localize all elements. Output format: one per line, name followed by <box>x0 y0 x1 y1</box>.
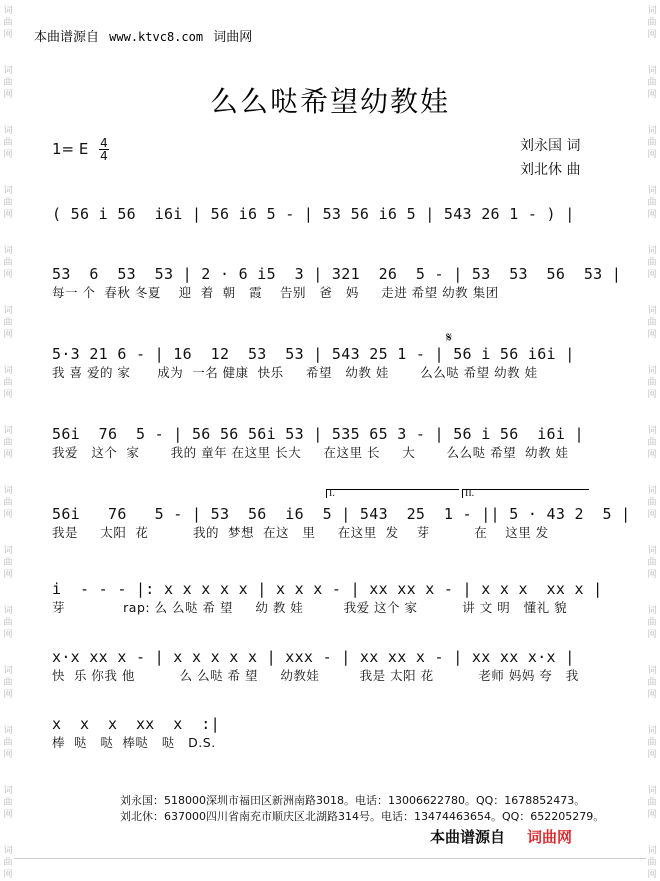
watermark-char: 词 <box>3 666 13 676</box>
lyric-line: 芽 rap: 么 么哒 希 望 幼 教 娃 我爱 这个 家 讲 文 明 懂礼 貌 <box>52 600 568 615</box>
watermark-char: 词 <box>3 246 13 256</box>
volta-first-ending <box>326 489 459 498</box>
watermark-char: 网 <box>647 270 657 280</box>
source-url[interactable]: www.ktvc8.com <box>109 30 204 44</box>
credits <box>520 134 580 182</box>
watermark-char: 词 <box>647 186 657 196</box>
watermark-char: 网 <box>3 330 13 340</box>
time-unit: 4 <box>100 149 108 163</box>
watermark-char: 词 <box>3 6 13 16</box>
watermark-char: 曲 <box>3 78 13 88</box>
watermark-char: 网 <box>3 630 13 640</box>
watermark-char: 词 <box>3 366 13 376</box>
watermark-char: 词 <box>647 426 657 436</box>
score-row <box>52 580 603 616</box>
key-signature <box>52 137 109 162</box>
watermark-char: 曲 <box>647 258 657 268</box>
watermark-char: 网 <box>3 90 13 100</box>
watermark-char: 词 <box>647 786 657 796</box>
notation-line: x x x xx x :| <box>52 715 220 733</box>
bottom-divider <box>14 858 646 859</box>
watermark-char: 曲 <box>647 558 657 568</box>
source-site: 词曲网 <box>213 30 253 45</box>
contact-composer: 刘北休：637000四川省南充市顺庆区北湖路314号。电话：13474463654。QQ：652205279。 <box>120 810 605 823</box>
watermark-char: 网 <box>3 450 13 460</box>
score-row <box>52 265 622 301</box>
score-row <box>52 505 631 541</box>
segno-sign: 𝄋 <box>446 330 453 346</box>
watermark-char: 词 <box>3 546 13 556</box>
score-row <box>52 715 592 751</box>
watermark-char: 网 <box>647 510 657 520</box>
watermark-char: 词 <box>3 306 13 316</box>
watermark-char: 网 <box>3 210 13 220</box>
watermark-char: 曲 <box>3 678 13 688</box>
watermark-char: 网 <box>3 390 13 400</box>
notation-line: 56i 76 5 - | 53 56 i6 5 | 543 25 1 - || 5 · 43 2 5 | <box>52 505 631 523</box>
watermark-char: 网 <box>647 30 657 40</box>
lyricist: 刘永国 词 <box>520 138 581 154</box>
watermark-char: 词 <box>647 6 657 16</box>
watermark-char: 网 <box>647 690 657 700</box>
volta-second-label: II. <box>465 488 475 499</box>
watermark-char: 曲 <box>3 138 13 148</box>
watermark-char: 曲 <box>647 438 657 448</box>
key-label: 1= E <box>52 140 89 158</box>
lyric-line: 棒 哒 哒 棒哒 哒 D.S. <box>52 735 216 750</box>
watermark-char: 网 <box>647 750 657 760</box>
left-watermark-strip <box>0 0 16 880</box>
contact-lyricist: 刘永国：518000深圳市福田区新洲南路3018。电话：13006622780。QQ：1678852473。 <box>120 794 586 807</box>
watermark-char: 曲 <box>647 798 657 808</box>
watermark-char: 网 <box>3 810 13 820</box>
composer: 刘北休 曲 <box>520 162 581 178</box>
notation-line: 56i 76 5 - | 56 56 56i 53 | 535 65 3 - | 56 i 56 i6i | <box>52 425 584 443</box>
watermark-char: 曲 <box>3 798 13 808</box>
notation-line: 53 6 53 53 | 2 · 6 i5 3 | 321 26 5 - | 53 53 56 53 | <box>52 265 622 283</box>
notation-line: x·x xx x - | x x x x x | xxx - | xx xx x - | xx xx x·x | <box>52 648 575 666</box>
watermark-char: 词 <box>3 66 13 76</box>
lyric-line: 我是 太阳 花 我的 梦想 在这 里 在这里 发 芽 在 这里 发 <box>52 525 549 540</box>
watermark-char: 曲 <box>3 738 13 748</box>
watermark-char: 词 <box>3 606 13 616</box>
watermark-char: 曲 <box>3 618 13 628</box>
watermark-char: 网 <box>3 510 13 520</box>
watermark-char: 网 <box>647 630 657 640</box>
watermark-char: 网 <box>3 750 13 760</box>
watermark-char: 曲 <box>3 378 13 388</box>
volta-second-ending <box>462 489 589 498</box>
watermark-char: 词 <box>3 126 13 136</box>
watermark-char: 网 <box>3 690 13 700</box>
footer-site-logo[interactable]: 词曲网 <box>527 828 573 846</box>
watermark-char: 网 <box>647 150 657 160</box>
watermark-char: 词 <box>647 666 657 676</box>
score-row <box>52 345 592 381</box>
time-beats: 4 <box>100 136 108 150</box>
watermark-char: 曲 <box>647 138 657 148</box>
volta-first-label: I. <box>329 488 335 499</box>
watermark-char: 曲 <box>647 378 657 388</box>
watermark-char: 词 <box>3 426 13 436</box>
watermark-char: 词 <box>647 486 657 496</box>
right-watermark-strip <box>644 0 660 880</box>
lyric-line: 我 喜 爱的 家 成为 一名 健康 快乐 希望 幼教 娃 么么哒 希望 幼教 娃 <box>52 365 538 380</box>
watermark-char: 曲 <box>647 18 657 28</box>
watermark-char: 网 <box>647 870 657 880</box>
notation-line: ( 56 i 56 i6i | 56 i6 5 - | 53 56 i6 5 | 543 26 1 - ) | <box>52 205 575 223</box>
source-label: 本曲谱源自 <box>34 30 100 45</box>
watermark-char: 词 <box>647 846 657 856</box>
watermark-char: 曲 <box>647 858 657 868</box>
watermark-char: 曲 <box>3 558 13 568</box>
lyric-line: 每一 个 春秋 冬夏 迎 着 朝 霞 告别 爸 妈 走进 希望 幼教 集团 <box>52 285 499 300</box>
watermark-char: 曲 <box>647 318 657 328</box>
notation-line: 5·3 21 6 - | 16 12 53 53 | 543 25 1 - | 56 i 56 i6i | <box>52 345 575 363</box>
watermark-char: 曲 <box>3 498 13 508</box>
contact-info <box>120 793 604 825</box>
footer-brand <box>430 826 572 847</box>
song-title: 么么哒希望幼教娃 <box>209 85 450 118</box>
watermark-char: 网 <box>647 390 657 400</box>
lyric-line: 快 乐 你我 他 么 么哒 希 望 幼教娃 我是 太阳 花 老师 妈妈 夸 我 <box>52 668 579 683</box>
lyric-line: 我爱 这个 家 我的 童年 在这里 长大 在这里 长 大 么么哒 希望 幼教 娃 <box>52 445 569 460</box>
watermark-char: 曲 <box>3 318 13 328</box>
watermark-char: 曲 <box>647 678 657 688</box>
watermark-char: 网 <box>647 450 657 460</box>
watermark-char: 曲 <box>3 258 13 268</box>
watermark-char: 词 <box>3 846 13 856</box>
watermark-char: 网 <box>647 90 657 100</box>
watermark-char: 曲 <box>647 198 657 208</box>
watermark-char: 词 <box>647 66 657 76</box>
notation-line: i - - - |: x x x x x | x x x - | xx xx x - | x x x xx x | <box>52 580 603 598</box>
watermark-char: 曲 <box>3 198 13 208</box>
watermark-char: 网 <box>647 210 657 220</box>
watermark-char: 曲 <box>647 78 657 88</box>
watermark-char: 词 <box>3 786 13 796</box>
watermark-char: 网 <box>3 30 13 40</box>
watermark-char: 词 <box>647 546 657 556</box>
watermark-char: 网 <box>647 330 657 340</box>
watermark-char: 词 <box>647 366 657 376</box>
watermark-char: 网 <box>647 810 657 820</box>
watermark-char: 曲 <box>3 858 13 868</box>
watermark-char: 词 <box>3 726 13 736</box>
score-row <box>52 205 592 223</box>
watermark-char: 网 <box>647 570 657 580</box>
watermark-char: 曲 <box>647 498 657 508</box>
watermark-char: 词 <box>647 246 657 256</box>
watermark-char: 词 <box>3 186 13 196</box>
watermark-char: 曲 <box>647 618 657 628</box>
source-line <box>34 26 258 45</box>
watermark-char: 曲 <box>647 738 657 748</box>
watermark-char: 网 <box>3 570 13 580</box>
watermark-char: 网 <box>3 870 13 880</box>
watermark-char: 网 <box>3 150 13 160</box>
footer-label: 本曲谱源自 <box>430 828 506 846</box>
watermark-char: 词 <box>647 726 657 736</box>
time-signature <box>99 137 109 162</box>
watermark-char: 曲 <box>3 438 13 448</box>
watermark-char: 曲 <box>3 18 13 28</box>
watermark-char: 词 <box>647 606 657 616</box>
watermark-char: 词 <box>647 306 657 316</box>
watermark-char: 词 <box>3 486 13 496</box>
watermark-char: 网 <box>3 270 13 280</box>
score-row <box>52 425 592 461</box>
score-row <box>52 648 592 684</box>
watermark-char: 词 <box>647 126 657 136</box>
